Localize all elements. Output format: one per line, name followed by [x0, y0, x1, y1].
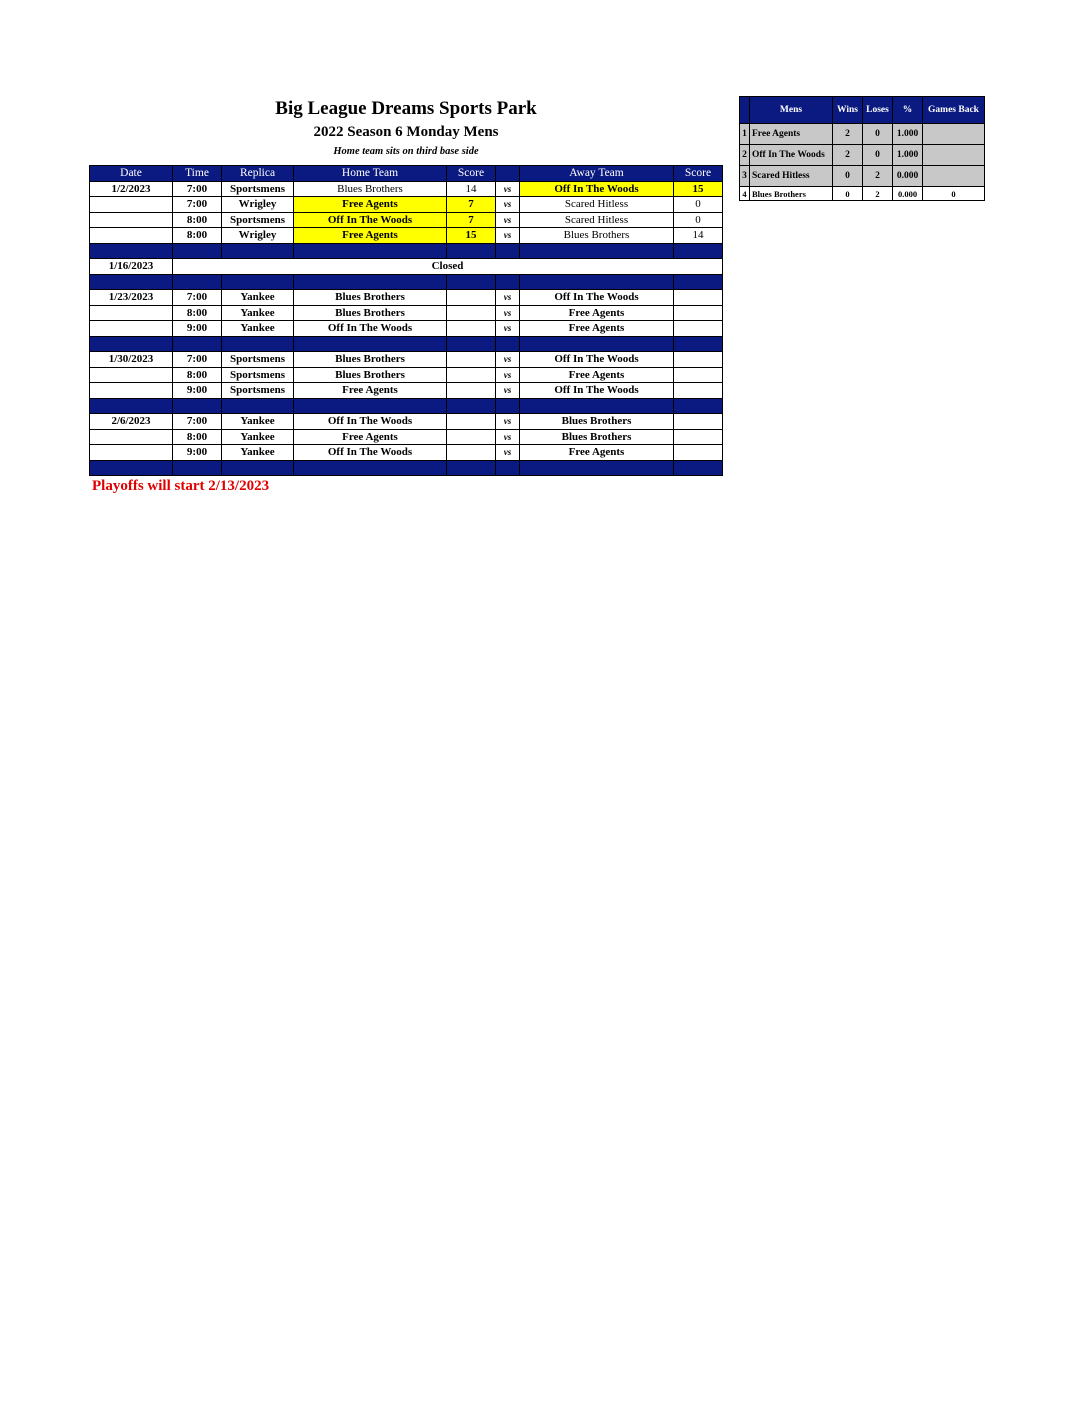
table-row-closed	[90, 259, 723, 275]
wins: 0	[833, 166, 863, 187]
col-loses: Loses	[863, 97, 893, 124]
game-field: Yankee	[222, 290, 294, 306]
schedule-table	[89, 165, 723, 476]
away-team: Scared Hitless	[520, 212, 674, 228]
game-date	[90, 197, 173, 213]
col-games-back: Games Back	[923, 97, 985, 124]
game-field: Sportsmens	[222, 383, 294, 399]
pct: 0.000	[893, 166, 923, 187]
col-date: Date	[90, 166, 173, 182]
loses: 0	[863, 145, 893, 166]
table-row	[90, 181, 723, 197]
home-team-winner: Free Agents	[294, 197, 447, 213]
standings-header-row	[740, 97, 985, 124]
away-team: Blues Brothers	[520, 414, 674, 430]
wins: 2	[833, 145, 863, 166]
loses: 2	[863, 166, 893, 187]
week-separator	[90, 336, 723, 352]
game-time: 7:00	[173, 414, 222, 430]
home-score	[447, 383, 496, 399]
week-separator	[90, 398, 723, 414]
rank: 3	[740, 166, 750, 187]
home-score	[447, 414, 496, 430]
away-team-winner: Off In The Woods	[520, 181, 674, 197]
game-time: 7:00	[173, 197, 222, 213]
game-field: Sportsmens	[222, 352, 294, 368]
pct: 0.000	[893, 187, 923, 201]
home-score-winner: 7	[447, 212, 496, 228]
away-team: Scared Hitless	[520, 197, 674, 213]
team-name: Free Agents	[750, 124, 833, 145]
table-row	[90, 429, 723, 445]
vs-label: vs	[496, 429, 520, 445]
home-team: Off In The Woods	[294, 321, 447, 337]
table-row	[90, 383, 723, 399]
home-team: Free Agents	[294, 383, 447, 399]
vs-label: vs	[496, 414, 520, 430]
table-row	[90, 290, 723, 306]
game-date: 1/30/2023	[90, 352, 173, 368]
game-field: Yankee	[222, 445, 294, 461]
away-team: Free Agents	[520, 305, 674, 321]
playoffs-note: Playoffs will start 2/13/2023	[92, 478, 270, 494]
away-score	[674, 383, 723, 399]
game-time: 8:00	[173, 212, 222, 228]
away-score: 0	[674, 212, 723, 228]
loses: 0	[863, 124, 893, 145]
game-field: Wrigley	[222, 228, 294, 244]
col-pct: %	[893, 97, 923, 124]
rank: 4	[740, 187, 750, 201]
away-score	[674, 367, 723, 383]
game-date	[90, 445, 173, 461]
game-date	[90, 367, 173, 383]
rank: 2	[740, 145, 750, 166]
table-row	[90, 305, 723, 321]
game-time: 8:00	[173, 429, 222, 445]
col-home-score: Score	[447, 166, 496, 182]
away-score	[674, 414, 723, 430]
schedule-header-row	[90, 166, 723, 182]
standings-row	[740, 145, 985, 166]
home-team: Blues Brothers	[294, 181, 447, 197]
game-time: 8:00	[173, 305, 222, 321]
home-team: Blues Brothers	[294, 352, 447, 368]
game-field: Sportsmens	[222, 212, 294, 228]
away-team: Free Agents	[520, 367, 674, 383]
wins: 2	[833, 124, 863, 145]
home-score	[447, 445, 496, 461]
vs-label: vs	[496, 383, 520, 399]
game-date: 2/6/2023	[90, 414, 173, 430]
standings-row	[740, 124, 985, 145]
col-vs	[496, 166, 520, 182]
away-team: Free Agents	[520, 445, 674, 461]
vs-label: vs	[496, 212, 520, 228]
col-time: Time	[173, 166, 222, 182]
game-date: 1/16/2023	[90, 259, 173, 275]
game-time: 7:00	[173, 352, 222, 368]
away-score	[674, 305, 723, 321]
table-row	[90, 414, 723, 430]
vs-label: vs	[496, 290, 520, 306]
table-row	[90, 228, 723, 244]
game-time: 7:00	[173, 181, 222, 197]
away-score	[674, 429, 723, 445]
home-team: Off In The Woods	[294, 445, 447, 461]
week-separator	[90, 243, 723, 259]
home-score	[447, 352, 496, 368]
home-team: Off In The Woods	[294, 414, 447, 430]
away-team: Off In The Woods	[520, 352, 674, 368]
vs-label: vs	[496, 181, 520, 197]
season-subtitle: 2022 Season 6 Monday Mens	[313, 124, 499, 140]
home-score	[447, 305, 496, 321]
home-team-note: Home team sits on third base side	[333, 146, 479, 157]
home-score-winner: 15	[447, 228, 496, 244]
vs-label: vs	[496, 321, 520, 337]
away-team: Blues Brothers	[520, 429, 674, 445]
games-back	[923, 124, 985, 145]
team-name: Off In The Woods	[750, 145, 833, 166]
away-team: Off In The Woods	[520, 383, 674, 399]
col-away-score: Score	[674, 166, 723, 182]
vs-label: vs	[496, 305, 520, 321]
loses: 2	[863, 187, 893, 201]
pct: 1.000	[893, 145, 923, 166]
col-replica: Replica	[222, 166, 294, 182]
game-date	[90, 305, 173, 321]
table-row	[90, 212, 723, 228]
home-team: Blues Brothers	[294, 290, 447, 306]
standings-row	[740, 187, 985, 201]
home-score	[447, 367, 496, 383]
wins: 0	[833, 187, 863, 201]
home-team: Blues Brothers	[294, 367, 447, 383]
away-score	[674, 321, 723, 337]
away-team: Blues Brothers	[520, 228, 674, 244]
away-team: Free Agents	[520, 321, 674, 337]
week-separator	[90, 460, 723, 476]
game-date	[90, 321, 173, 337]
game-date	[90, 383, 173, 399]
game-date	[90, 212, 173, 228]
away-score-winner: 15	[674, 181, 723, 197]
game-time: 9:00	[173, 445, 222, 461]
col-rank	[740, 97, 750, 124]
vs-label: vs	[496, 197, 520, 213]
games-back	[923, 145, 985, 166]
vs-label: vs	[496, 367, 520, 383]
game-date: 1/23/2023	[90, 290, 173, 306]
col-home-team: Home Team	[294, 166, 447, 182]
away-score	[674, 352, 723, 368]
games-back	[923, 166, 985, 187]
vs-label: vs	[496, 445, 520, 461]
game-time: 7:00	[173, 290, 222, 306]
game-field: Wrigley	[222, 197, 294, 213]
game-field: Yankee	[222, 305, 294, 321]
game-date: 1/2/2023	[90, 181, 173, 197]
col-mens: Mens	[750, 97, 833, 124]
home-score	[447, 290, 496, 306]
away-team: Off In The Woods	[520, 290, 674, 306]
vs-label: vs	[496, 352, 520, 368]
home-team: Free Agents	[294, 429, 447, 445]
team-name: Blues Brothers	[750, 187, 833, 201]
table-row	[90, 367, 723, 383]
game-time: 9:00	[173, 383, 222, 399]
closed-label: Closed	[173, 259, 723, 275]
away-score	[674, 290, 723, 306]
game-time: 9:00	[173, 321, 222, 337]
rank: 1	[740, 124, 750, 145]
week-separator	[90, 274, 723, 290]
standings-table	[739, 96, 985, 201]
away-score	[674, 445, 723, 461]
game-date	[90, 429, 173, 445]
game-time: 8:00	[173, 367, 222, 383]
game-field: Sportsmens	[222, 367, 294, 383]
game-field: Yankee	[222, 321, 294, 337]
pct: 1.000	[893, 124, 923, 145]
away-score: 14	[674, 228, 723, 244]
game-date	[90, 228, 173, 244]
col-away-team: Away Team	[520, 166, 674, 182]
home-score: 14	[447, 181, 496, 197]
home-team-winner: Free Agents	[294, 228, 447, 244]
table-row	[90, 197, 723, 213]
table-row	[90, 445, 723, 461]
home-score	[447, 429, 496, 445]
away-score: 0	[674, 197, 723, 213]
home-score	[447, 321, 496, 337]
home-team-winner: Off In The Woods	[294, 212, 447, 228]
standings-row	[740, 166, 985, 187]
table-row	[90, 352, 723, 368]
game-field: Yankee	[222, 414, 294, 430]
vs-label: vs	[496, 228, 520, 244]
table-row	[90, 321, 723, 337]
team-name: Scared Hitless	[750, 166, 833, 187]
games-back: 0	[923, 187, 985, 201]
page-title: Big League Dreams Sports Park	[275, 98, 537, 119]
col-wins: Wins	[833, 97, 863, 124]
game-field: Yankee	[222, 429, 294, 445]
game-field: Sportsmens	[222, 181, 294, 197]
game-time: 8:00	[173, 228, 222, 244]
home-team: Blues Brothers	[294, 305, 447, 321]
home-score-winner: 7	[447, 197, 496, 213]
